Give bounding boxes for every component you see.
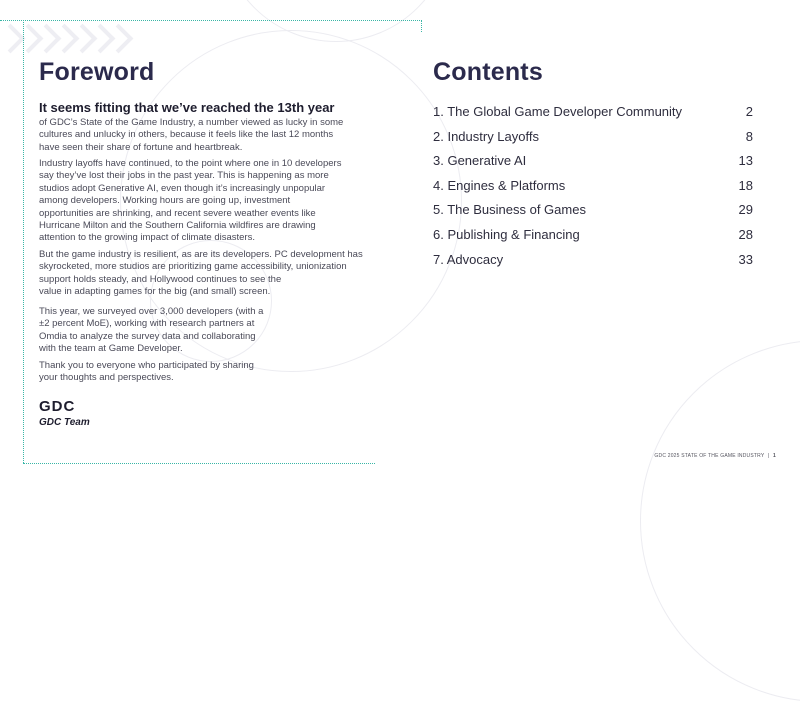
contents-title: Contents [433, 58, 543, 86]
contents-item-label: 6. Publishing & Financing [433, 226, 580, 242]
page-footer [654, 453, 776, 459]
contents-item-page: 8 [745, 128, 753, 144]
contents-item[interactable] [433, 104, 753, 129]
contents-item[interactable] [433, 227, 753, 252]
contents-item-label: 7. Advocacy [433, 251, 504, 267]
footer-separator: | [767, 453, 770, 459]
foreword-paragraph: Industry layoffs have continued, to the point where one in 10 developers say they’ve lost their jobs in the past year. This is happening as more studios adopt Generative AI, even though it’s increasingly unpopular among developers. Working hours are going up, investment opportunities are shrinking, and recent severe weather events like Hurricane Milton and the Southern California wildfires are drawing attention to the growing impact of climate disasters. [39, 158, 342, 244]
foreword-paragraph: This year, we surveyed over 3,000 developers (with a ±2 percent MoE), working with research partners at Omdia to analyze the survey data and collaborating with the team at Game Developer. [39, 306, 264, 355]
contents-item-page: 28 [738, 226, 753, 242]
contents-item[interactable] [433, 129, 753, 154]
contents-item-page: 2 [745, 104, 753, 119]
foreword-lead: It seems fitting that we’ve reached the 13th year [39, 100, 335, 115]
dotted-frame-top [0, 20, 422, 21]
footer-text: GDC 2025 STATE OF THE GAME INDUSTRY [654, 453, 765, 459]
contents-item[interactable] [433, 153, 753, 178]
foreword-paragraph: But the game industry is resilient, as are its developers. PC development has skyrocketed, more studios are prioritizing game accessibility, unionization support holds steady, and Hollywood continues to see the value in adapting games for the big (and small) screen. [39, 249, 363, 298]
dotted-frame-left [23, 22, 24, 463]
gdc-logo-text: GDC [39, 398, 76, 414]
page-number: 1 [773, 453, 776, 459]
contents-item-label: 2. Industry Layoffs [433, 128, 539, 144]
contents-item-label: 1. The Global Game Developer Community [433, 104, 683, 119]
contents-item-page: 18 [738, 177, 753, 193]
foreword-title: Foreword [39, 58, 155, 86]
foreword-paragraph: Thank you to everyone who participated by sharing your thoughts and perspectives. [39, 360, 254, 384]
contents-item-label: 5. The Business of Games [433, 202, 586, 218]
contents-item-page: 13 [738, 153, 753, 169]
contents-item-label: 3. Generative AI [433, 153, 527, 169]
signature: GDC Team [39, 417, 90, 428]
decorative-circle [640, 340, 800, 702]
contents-item[interactable] [433, 202, 753, 227]
foreword-paragraph: of GDC’s State of the Game Industry, a number viewed as lucky in some cultures and unlucky in others, because it feels like the last 12 months have seen their share of fortune and heartbreak. [39, 117, 344, 153]
dotted-frame-bottom [23, 463, 375, 464]
contents-item[interactable] [433, 252, 753, 277]
contents-item[interactable] [433, 178, 753, 203]
contents-item-label: 4. Engines & Platforms [433, 177, 566, 193]
contents-item-page: 29 [738, 202, 753, 218]
contents-item-page: 33 [738, 251, 753, 267]
gdc-logo-icon [39, 398, 83, 414]
dotted-frame-right [421, 20, 422, 32]
contents-list [433, 104, 753, 276]
